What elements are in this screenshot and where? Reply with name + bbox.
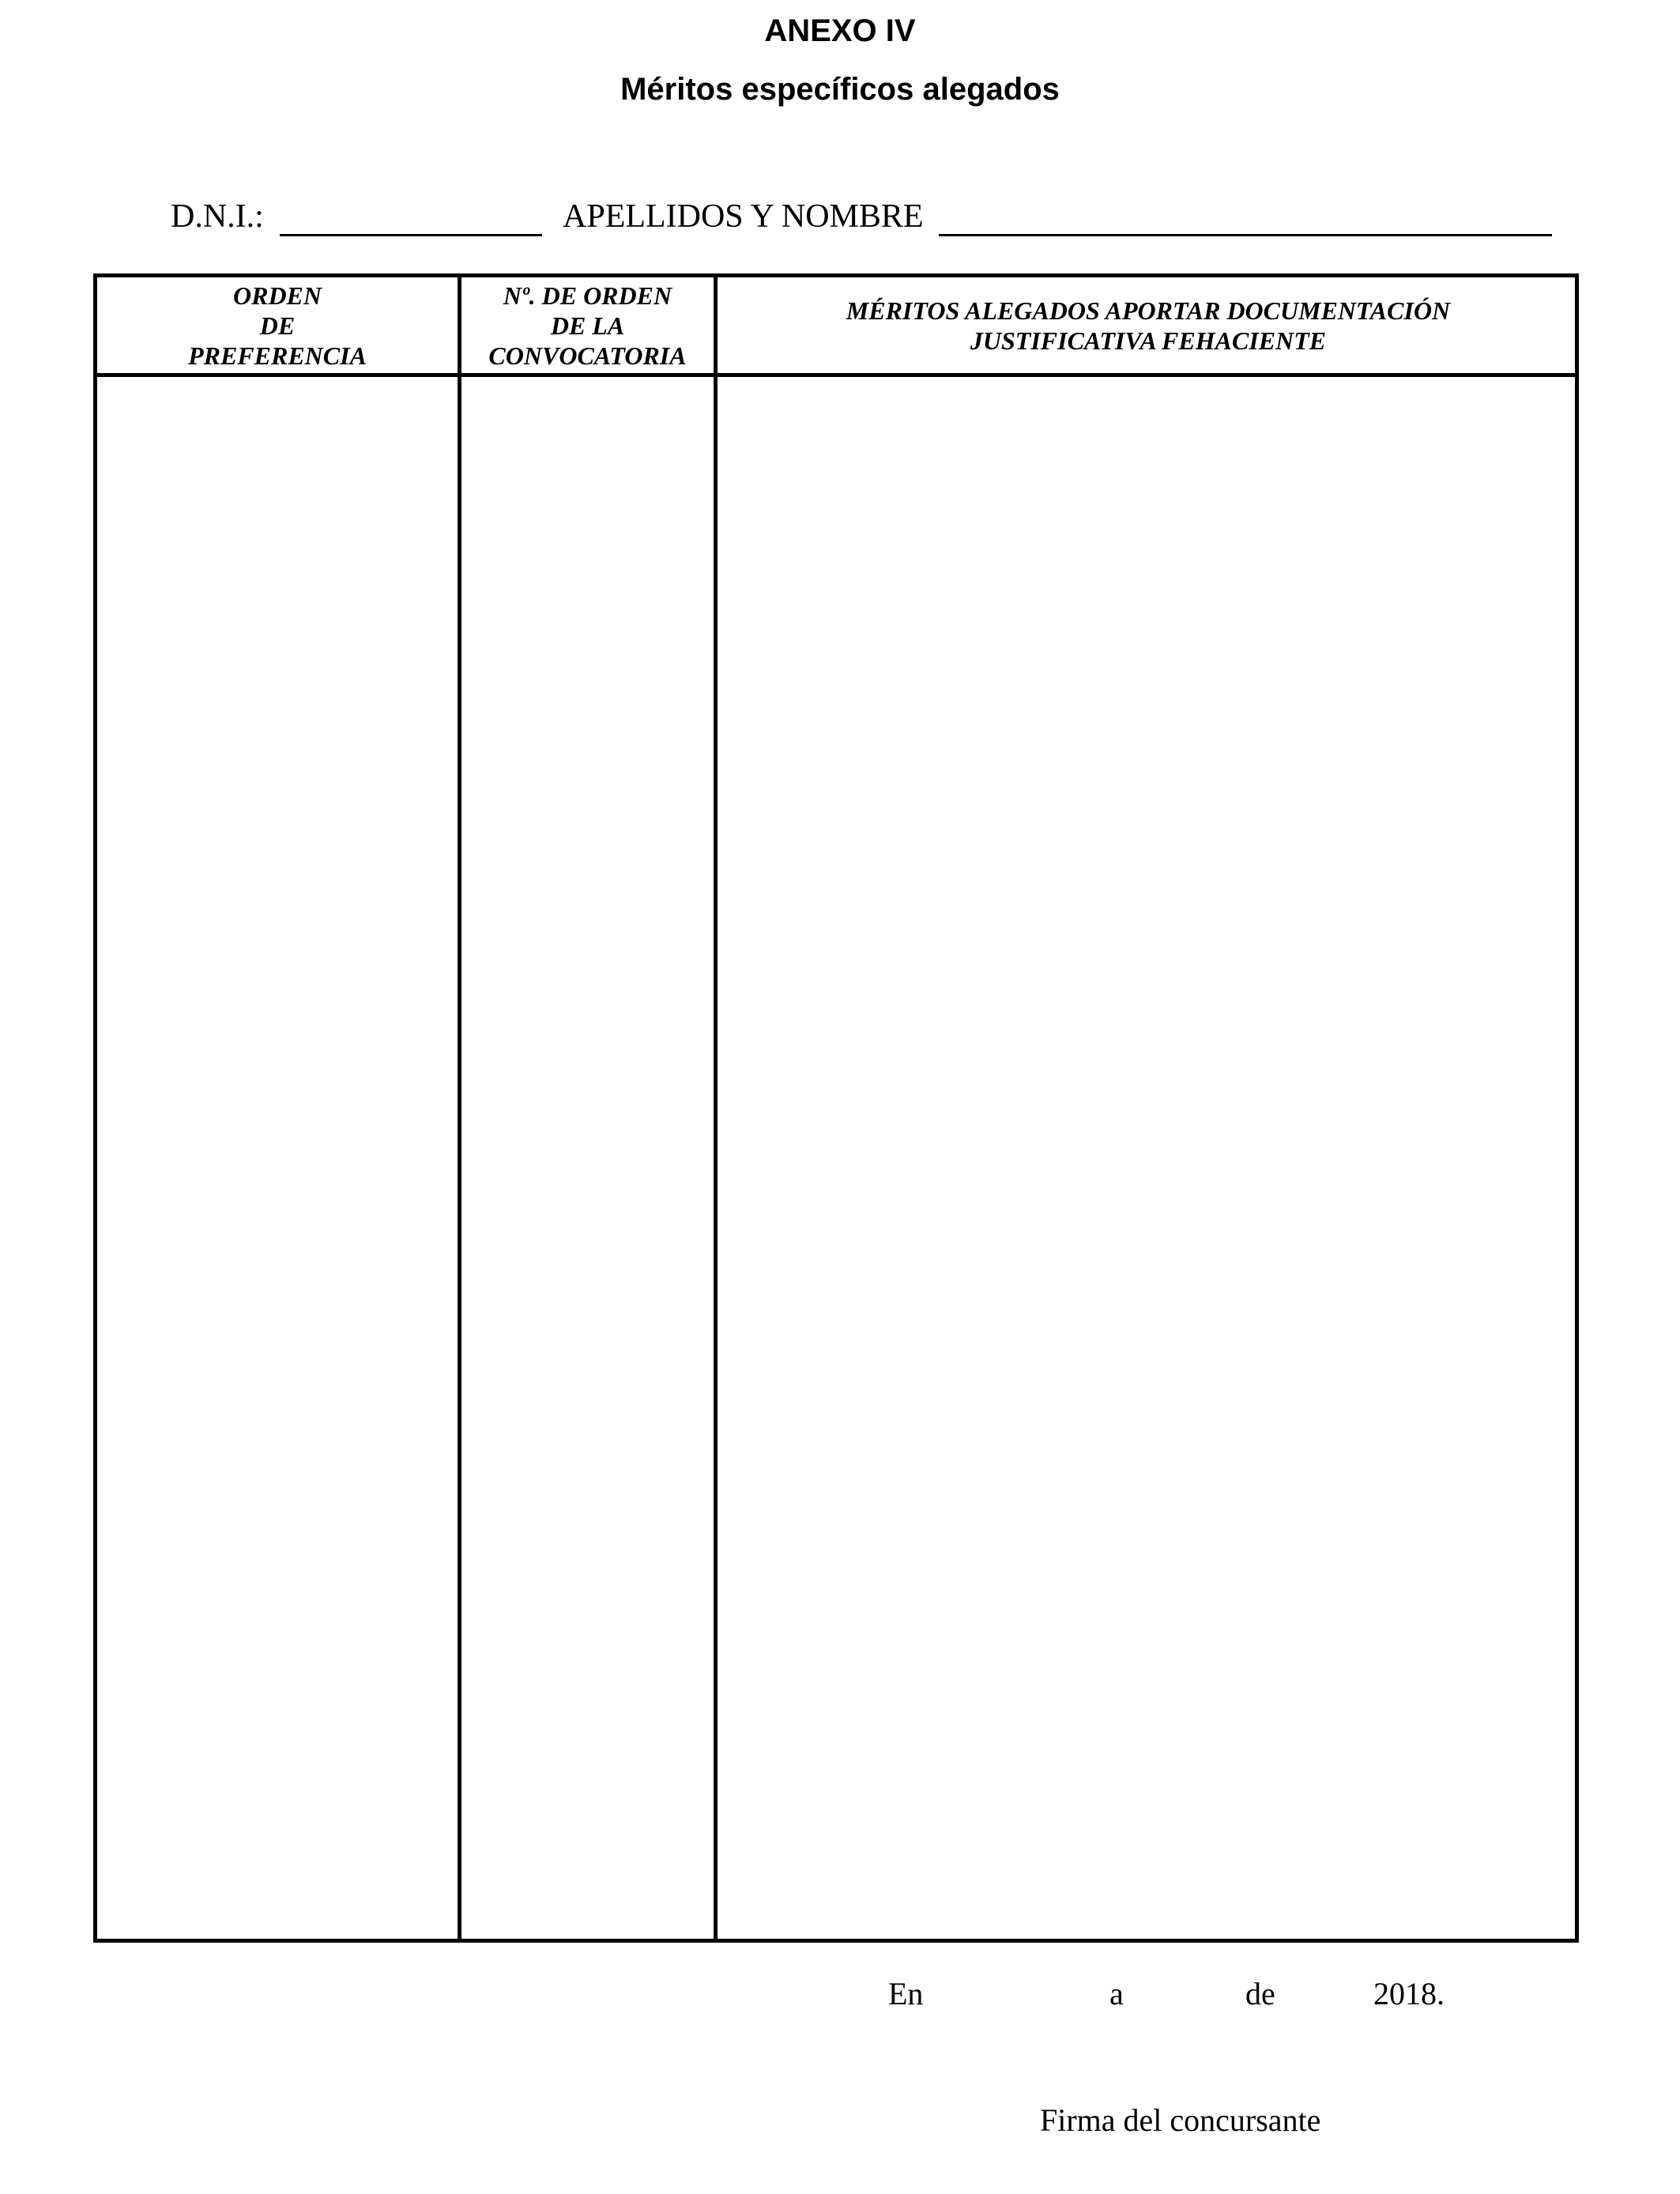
document-title: ANEXO IV	[764, 13, 916, 48]
month-connector: de	[1245, 1976, 1275, 2011]
call-order-number-cell[interactable]	[461, 377, 714, 1939]
year: 2018.	[1373, 1976, 1445, 2011]
identification-line	[171, 194, 1554, 239]
name-label: APELLIDOS Y NOMBRE	[563, 198, 924, 235]
dni-field[interactable]	[280, 234, 542, 236]
merits-cell[interactable]	[718, 377, 1575, 1939]
merits-table	[93, 273, 1579, 1943]
table-header	[97, 277, 1575, 377]
dni-label: D.N.I.:	[171, 198, 264, 235]
name-field[interactable]	[939, 234, 1552, 236]
document-subtitle: Méritos específicos alegados	[620, 72, 1060, 107]
signature-label: Firma del concursante	[1040, 2102, 1321, 2138]
day-connector: a	[1109, 1976, 1124, 2011]
preference-order-cell[interactable]	[97, 377, 458, 1939]
column-header-preference-order: ORDEN DE PREFERENCIA	[188, 281, 367, 370]
place-prefix: En	[888, 1976, 924, 2011]
column-header-call-order-number: Nº. DE ORDEN DE LA CONVOCATORIA	[488, 281, 687, 370]
column-header-merits: MÉRITOS ALEGADOS APORTAR DOCUMENTACIÓN JUSTIFICATIVA FEHACIENTE	[846, 296, 1451, 355]
